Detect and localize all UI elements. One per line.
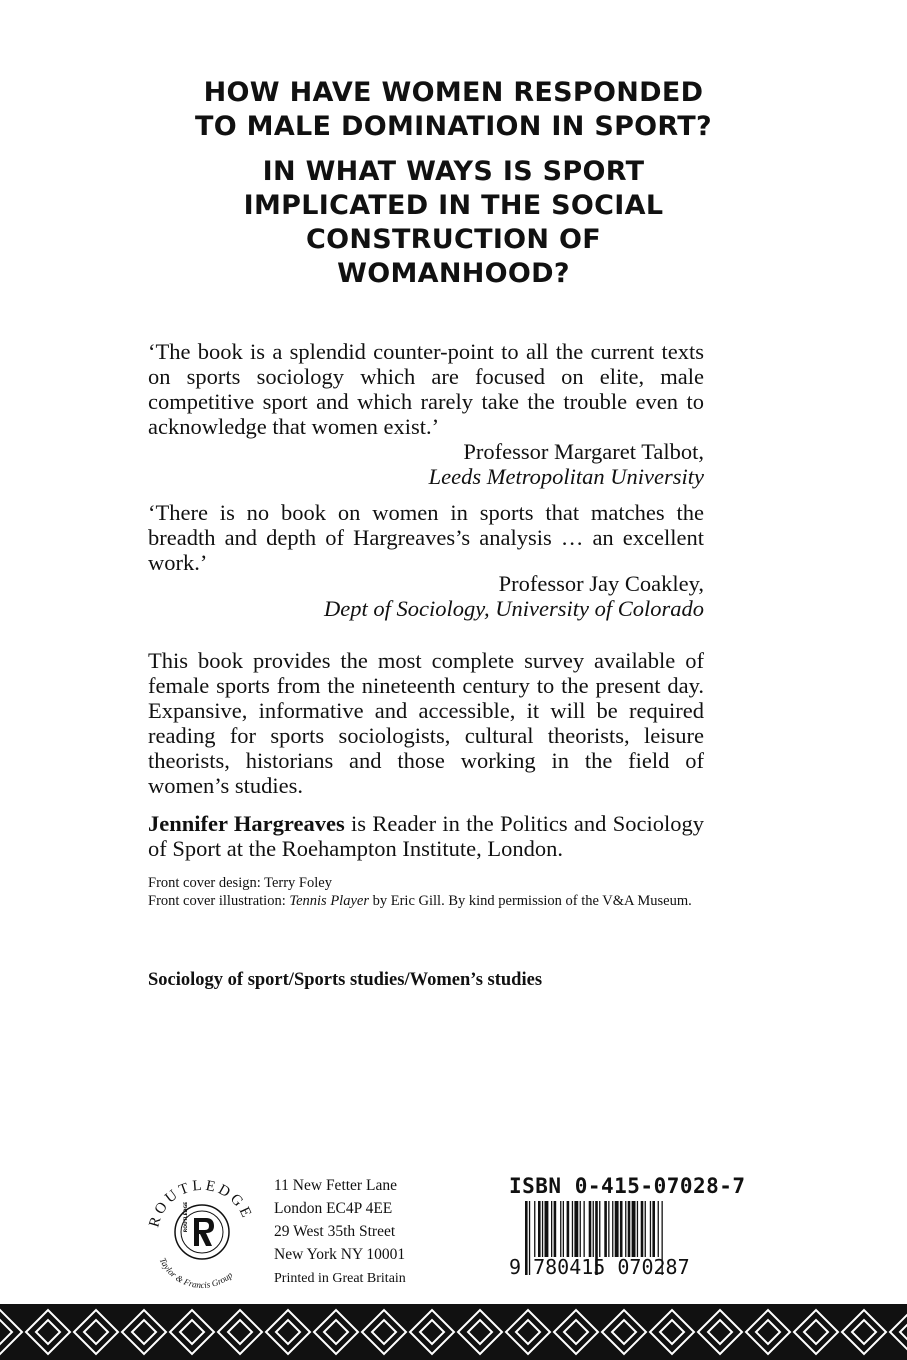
cover-illustration-suffix: by Eric Gill. By kind permission of the V&A Museum. xyxy=(368,893,692,909)
barcode-bar xyxy=(620,1201,623,1257)
barcode-bar xyxy=(589,1201,592,1257)
barcode-bar xyxy=(612,1201,613,1257)
headline-line: IMPLICATED IN THE SOCIAL xyxy=(243,190,664,221)
headline-line: IN WHAT WAYS IS SPORT xyxy=(262,156,645,187)
barcode-bar xyxy=(625,1201,626,1257)
illustration-title: Tennis Player xyxy=(289,893,369,909)
quote-1-attribution-affiliation xyxy=(148,464,704,489)
barcode-bar xyxy=(567,1201,570,1257)
address-line: 11 New Fetter Lane xyxy=(274,1177,397,1194)
barcode-bar xyxy=(560,1201,561,1257)
barcode-bar xyxy=(658,1201,659,1257)
decorative-border xyxy=(0,1304,907,1360)
cover-illustration-prefix: Front cover illustration: xyxy=(148,893,290,909)
author-bio xyxy=(148,811,704,861)
barcode-bar xyxy=(641,1201,644,1257)
headline-question-1 xyxy=(100,76,807,144)
subject-category: Sociology of sport/Sports studies/Women’s studies xyxy=(148,970,543,990)
barcode-bar xyxy=(637,1201,638,1257)
review-quote-2: ‘There is no book on women in sports that matches the breadth and depth of Hargreaves’s analysis … an excellent work.’ xyxy=(148,500,704,575)
cover-design-credit: Front cover design: Terry Foley xyxy=(148,875,332,891)
barcode-bar xyxy=(652,1201,655,1257)
author-bio-text: is Reader in the Politics and Sociology of Sport at the Roehampton Institute, London. xyxy=(148,811,704,861)
quote-2-attribution-name: Professor Jay Coakley, xyxy=(498,571,704,596)
logo-group-text: Taylor & Francis Group xyxy=(157,1256,235,1290)
headline-line: CONSTRUCTION OF xyxy=(305,224,602,255)
barcode-bar xyxy=(604,1201,607,1257)
headline-line: HOW HAVE WOMEN RESPONDED xyxy=(203,77,704,108)
author-name: Jennifer Hargreaves xyxy=(148,811,345,836)
barcode-bar xyxy=(572,1201,573,1257)
routledge-logo xyxy=(142,1170,262,1290)
headline-line: WOMANHOOD? xyxy=(337,258,570,289)
barcode-bar xyxy=(545,1201,549,1257)
barcode-bar xyxy=(580,1201,581,1257)
address-line: New York NY 10001 xyxy=(274,1246,406,1263)
barcode-bar xyxy=(534,1201,535,1257)
quote-1-attribution-name: Professor Margaret Talbot, xyxy=(463,439,704,464)
svg-text:Taylor & Francis Group xyxy=(158,1256,235,1290)
barcode-bar xyxy=(584,1201,585,1257)
barcode-bar xyxy=(599,1201,600,1257)
barcode-bar xyxy=(593,1201,594,1257)
address-line: London EC4P 4EE xyxy=(274,1200,393,1217)
barcode-bar xyxy=(551,1201,552,1257)
barcode-bar xyxy=(632,1201,636,1257)
barcode-bar xyxy=(554,1201,557,1257)
barcode-bar xyxy=(538,1201,541,1257)
barcode-bar xyxy=(608,1201,609,1257)
barcode-bar xyxy=(542,1201,543,1257)
barcode-bar xyxy=(645,1201,646,1257)
headline-line: TO MALE DOMINATION IN SPORT? xyxy=(195,111,712,142)
logo-inner-text: ROUTLEDGE xyxy=(184,1201,189,1233)
headline-question-2 xyxy=(100,155,807,291)
logo-outer-text: ROUTLEDGE xyxy=(146,1177,256,1230)
affiliation-text: Dept of Sociology, University of Colorado xyxy=(324,596,704,621)
address-line: 29 West 35th Street xyxy=(274,1223,396,1240)
isbn-label: ISBN 0-415-07028-7 xyxy=(509,1174,746,1198)
barcode-bar xyxy=(574,1201,578,1257)
review-quote-1: ‘The book is a splendid counter-point to all the current texts on sports sociology which are focused on elite, male competitive sport and which rarely take the trouble even to acknowledge that women exist.’ xyxy=(148,339,704,439)
barcode-bar xyxy=(650,1201,651,1257)
barcode-bar xyxy=(615,1201,619,1257)
printed-in: Printed in Great Britain xyxy=(274,1271,406,1286)
logo-r-monogram xyxy=(194,1218,214,1246)
book-description: This book provides the most complete survey available of female sports from the nineteenth century to the present day. Expansive, informative and accessible, it will be required reading for sports sociologists, cultural theorists, leisure theorists, historians and those working in the field of women’s studies. xyxy=(148,648,704,798)
barcode-bar xyxy=(628,1201,631,1257)
barcode-number: 9 780415 070287 xyxy=(509,1255,690,1279)
publisher-address xyxy=(274,1174,406,1290)
barcode-bar xyxy=(563,1201,564,1257)
quote-2-attribution-affiliation xyxy=(148,596,704,621)
cover-credits xyxy=(148,874,708,910)
affiliation-text: Leeds Metropolitan University xyxy=(428,464,704,489)
